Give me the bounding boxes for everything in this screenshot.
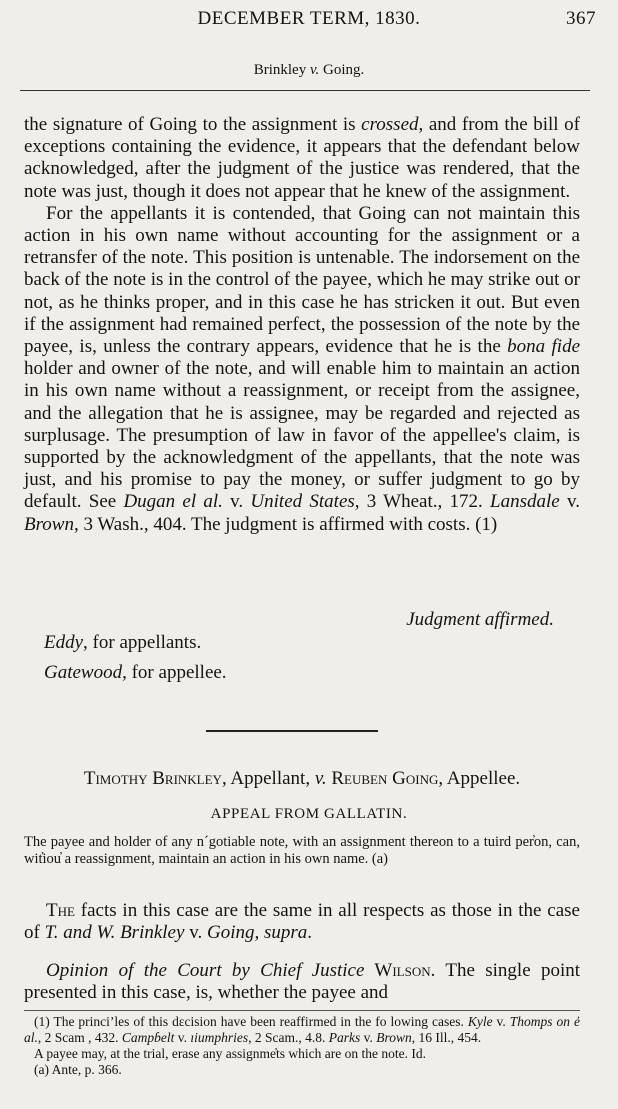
paragraph-2: For the appellants it is contended, that Going can not maintain this action in his own name without accounting for the assignment or a retransfer of the note. This position is untenable. The indorsement on the back of the note is in the control of the payee, which he may strike out or not, as he thinks proper, and in this case he has stricken it out. But even if the assignment had remained perfect, the possession of the note by the payee, is, unless the contrary appears, evidence that he is the bona fide holder and owner of the note, and will enable him to maintain an action in his own name without a reassignment, or receipt from the assignee, and the allegation that he is assignee, may be regarded and rejected as surplusage. The presumption of law in favor of the appellee's claim, is supported by the acknowledgment of the appellants, that the note was just, and his promise to pay the money, or suffer judgment to go by default. See Dugan el al. v. United States, 3 Wheat., 172. Lansdale v. Brown, 3 Wash., 404. The judgment is affirmed with costs. (1) (24, 202, 580, 535)
case-header (0, 62, 618, 79)
citation-lansdale: Lansdale (490, 491, 560, 513)
footnote-1: (1) The princi’les of this dɛcision have been reaffirmed in the fo lowing cases. Kyle v. Thomps оn e̓ al., 2 Scam , 432. Campɓelt v. ıiumphries, 2 Scam., 4.8. Parks v. Brown, 16 Ill., 454. (24, 1014, 580, 1045)
footnote-3: (a) Ante, p. 366. (34, 1062, 122, 1077)
appeal-from: APPEAL FROM GALLATIN. (210, 806, 408, 822)
counsel-appellee: Gatewood, for appellee. (44, 662, 227, 683)
headnote: The payee and holder of any n´gotiable note, with an assignment thereon to a tuird per̓on, can, wit̓iou̓ a reassignment, maintain an action in his own name. (a) (24, 834, 580, 867)
counsel-appellants: Eddy, for appellants. (44, 632, 202, 653)
case-party-2: Going. (323, 62, 365, 78)
opinion-paragraph: Opinion of the Court by Chief Justice Wilson. The single point presented in this case, is, whether the payee and (24, 960, 581, 1004)
term-title: DECEMBER TERM, 1830. (197, 8, 421, 29)
opinion-text (24, 114, 580, 536)
running-head (0, 8, 618, 34)
case-title: Timothy Brinkley, Appellant, v. Reuben Going, Appellee. (83, 768, 521, 789)
footnotes (24, 1010, 580, 1078)
footnote-2: A payee may, at the trial, erase any assignme̓ts which are on the note. Id. (34, 1046, 426, 1061)
section-divider (206, 730, 378, 732)
judgment-line: Judgment affirmed. (406, 609, 554, 630)
case-party-1: Brinkley (253, 62, 307, 78)
header-rule (20, 90, 590, 91)
facts-paragraph: The facts in this case are the same in all respects as those in the case of T. and W. Brinkley v. Going, supra. (24, 900, 580, 944)
paragraph-1: the signature of Going to the assignment is crossed, and from the bill of exceptions containing the evidence, it appears that the defendant below acknowledged, after the judgment of the justice was rendered, that the note was just, though it does not appear that he knew of the assignment. (24, 114, 580, 202)
page-number: 367 (566, 8, 596, 29)
case-versus: v. (309, 62, 320, 78)
citation-dugan: Dugan el al. (123, 491, 223, 513)
